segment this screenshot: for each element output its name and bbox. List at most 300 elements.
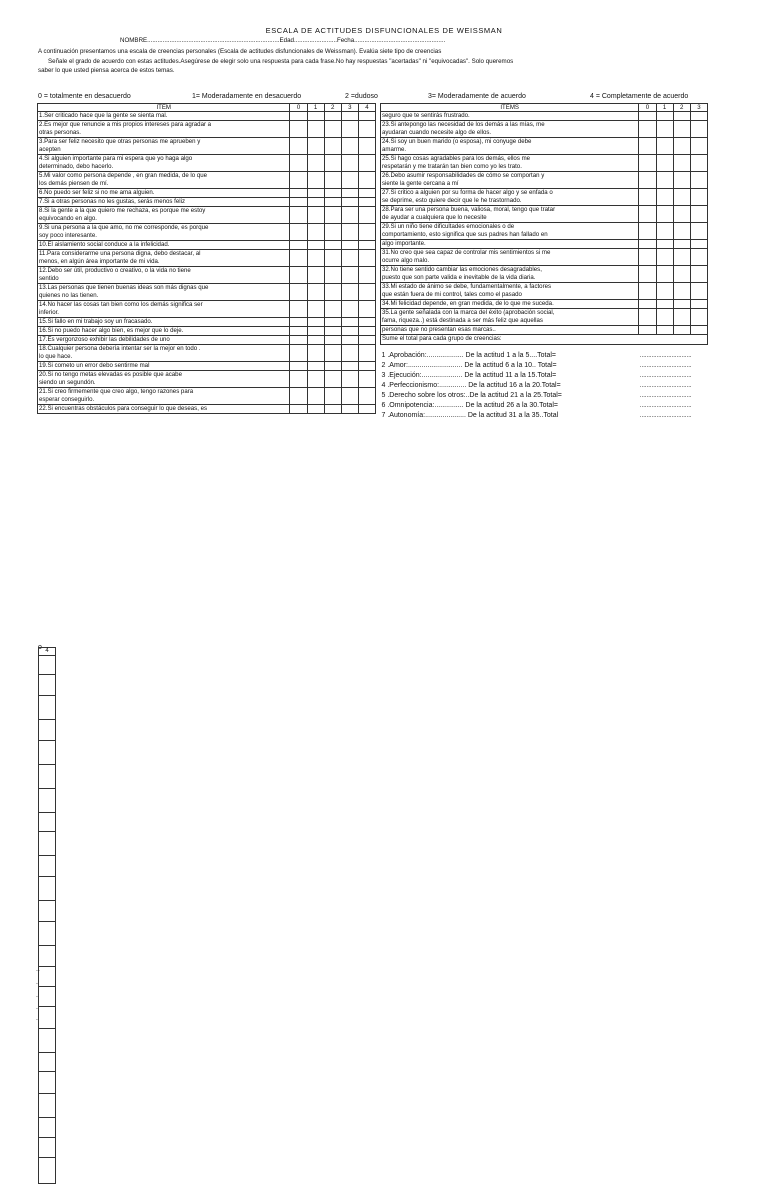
answer-cell[interactable]	[39, 1072, 56, 1094]
answer-cell[interactable]	[639, 326, 656, 335]
answer-cell[interactable]	[673, 172, 690, 189]
item-text	[381, 283, 639, 300]
item-text-line: 5.Mi valor como persona depende , en gran medida, de lo que	[39, 172, 208, 179]
answer-cell[interactable]	[341, 241, 358, 250]
item-row	[38, 207, 376, 224]
item-text-line: 25.Si hago cosas agradables para los demás, ellos me	[382, 155, 531, 162]
item-row	[38, 301, 376, 318]
item-text-line: sentido	[39, 275, 59, 282]
answer-cell[interactable]	[690, 266, 707, 283]
answer-cell[interactable]	[673, 249, 690, 266]
sum-label: 5 .Derecho sobre los otros:..De la actitud 21 a la 25.Total=	[381, 392, 562, 399]
answer-cell[interactable]	[341, 112, 358, 121]
fragment-row	[39, 1094, 56, 1118]
answer-cell[interactable]	[341, 405, 358, 414]
item-text-line: lo que hace.	[39, 353, 73, 360]
answer-cell[interactable]	[358, 189, 375, 198]
answer-cell[interactable]	[639, 138, 656, 155]
answer-cell[interactable]	[324, 224, 341, 241]
answer-cell[interactable]	[639, 266, 656, 283]
answer-cell[interactable]	[341, 121, 358, 138]
answer-cell[interactable]	[690, 223, 707, 240]
fragment-row	[39, 1029, 56, 1053]
document-title: ESCALA DE ACTITUDES DISFUNCIONALES DE WEISSMAN	[265, 26, 503, 35]
item-text-line: ayudaran cuando necesite algo de ellos.	[382, 129, 492, 136]
item-text-line: 27.Si critico a alguien por su forma de hacer algo y se enfada o	[382, 189, 553, 196]
score-header-2: 2	[673, 104, 690, 112]
answer-cell[interactable]	[39, 1053, 56, 1072]
answer-cell[interactable]	[358, 345, 375, 362]
answer-cell[interactable]	[341, 327, 358, 336]
item-text	[38, 345, 290, 362]
answer-cell[interactable]	[39, 922, 56, 946]
answer-cell[interactable]	[324, 207, 341, 224]
answer-cell[interactable]	[290, 284, 307, 301]
answer-cell[interactable]	[673, 138, 690, 155]
answer-cell[interactable]	[341, 207, 358, 224]
sum-row	[381, 401, 708, 411]
answer-cell[interactable]	[656, 155, 673, 172]
answer-cell[interactable]	[358, 301, 375, 318]
item-text	[381, 155, 639, 172]
score-header-3: 3	[341, 104, 358, 112]
answer-cell[interactable]	[639, 309, 656, 326]
answer-cell[interactable]	[358, 388, 375, 405]
answer-cell[interactable]	[307, 301, 324, 318]
answer-cell[interactable]	[341, 318, 358, 327]
answer-cell[interactable]	[673, 189, 690, 206]
answer-cell[interactable]	[358, 121, 375, 138]
answer-cell[interactable]	[639, 112, 656, 121]
answer-cell[interactable]	[690, 138, 707, 155]
answer-cell[interactable]	[656, 138, 673, 155]
item-row	[381, 155, 708, 172]
answer-cell[interactable]	[656, 300, 673, 309]
answer-cell[interactable]	[39, 877, 56, 901]
item-text	[38, 112, 290, 121]
item-text-line: de ayudar a cualquiera que lo necesite	[382, 214, 487, 221]
answer-cell[interactable]	[39, 1118, 56, 1138]
answer-cell[interactable]	[358, 198, 375, 207]
sum-total-blank[interactable]: ...............................	[639, 393, 692, 399]
answer-cell[interactable]	[639, 300, 656, 309]
scale-2: 2 =dudoso	[345, 93, 378, 100]
answer-cell[interactable]	[358, 284, 375, 301]
item-row	[381, 189, 708, 206]
item-text	[38, 362, 290, 371]
answer-cell[interactable]	[324, 241, 341, 250]
answer-cell[interactable]	[307, 121, 324, 138]
answer-cell[interactable]	[639, 283, 656, 300]
item-row	[38, 371, 376, 388]
answer-cell[interactable]	[324, 138, 341, 155]
item-row	[381, 309, 708, 326]
item-text-line: 26.Debo asumir responsabilidades de cómo se comportan y	[382, 172, 545, 179]
answer-cell[interactable]	[341, 250, 358, 267]
answer-cell[interactable]	[307, 155, 324, 172]
answer-cell[interactable]	[656, 189, 673, 206]
item-row	[381, 138, 708, 155]
item-row	[38, 362, 376, 371]
item-text	[38, 336, 290, 345]
item-text	[38, 138, 290, 155]
answer-cell[interactable]	[39, 741, 56, 765]
answer-cell[interactable]	[324, 345, 341, 362]
answer-cell[interactable]	[690, 189, 707, 206]
answer-cell[interactable]	[358, 241, 375, 250]
answer-cell[interactable]	[290, 155, 307, 172]
answer-cell[interactable]	[39, 1158, 56, 1184]
answer-cell[interactable]	[290, 405, 307, 414]
item-text	[38, 267, 290, 284]
fragment-row	[39, 856, 56, 877]
intro-line-3: saber lo que usted piensa acerca de estos temas.	[38, 67, 175, 75]
sum-total-blank[interactable]: ...............................	[639, 353, 692, 359]
answer-cell[interactable]	[324, 155, 341, 172]
item-row	[38, 112, 376, 121]
answer-cell[interactable]	[290, 301, 307, 318]
item-row	[38, 189, 376, 198]
answer-cell[interactable]	[358, 405, 375, 414]
answer-cell[interactable]	[307, 198, 324, 207]
item-text-line: se deprime, esto quiere decir que le he trastornado.	[382, 197, 522, 204]
answer-cell[interactable]	[39, 856, 56, 877]
answer-cell[interactable]	[673, 155, 690, 172]
answer-cell[interactable]	[358, 224, 375, 241]
answer-cell[interactable]	[690, 121, 707, 138]
item-text	[38, 327, 290, 336]
answer-cell[interactable]	[324, 362, 341, 371]
answer-cell[interactable]	[341, 189, 358, 198]
fragment-row	[39, 765, 56, 789]
scale-3: 3= Moderadamente de acuerdo	[428, 93, 526, 100]
answer-cell[interactable]	[39, 901, 56, 922]
answer-cell[interactable]	[324, 327, 341, 336]
answer-cell[interactable]	[690, 112, 707, 121]
item-text	[381, 223, 639, 240]
fragment-row	[39, 656, 56, 675]
answer-cell[interactable]	[324, 189, 341, 198]
answer-cell[interactable]	[341, 345, 358, 362]
fragment-row	[39, 832, 56, 856]
answer-cell[interactable]	[341, 336, 358, 345]
answer-cell[interactable]	[358, 336, 375, 345]
fragment-row	[39, 789, 56, 813]
answer-cell[interactable]	[324, 198, 341, 207]
fragment-row	[39, 1072, 56, 1094]
item-text-line: equivocando en algo.	[39, 215, 97, 222]
sum-row	[381, 411, 708, 421]
answer-cell[interactable]	[324, 284, 341, 301]
answer-cell[interactable]	[307, 250, 324, 267]
answer-cell[interactable]	[341, 172, 358, 189]
fragment-header: 4	[39, 648, 56, 656]
answer-cell[interactable]	[290, 189, 307, 198]
answer-cell[interactable]	[39, 813, 56, 832]
answer-cell[interactable]	[690, 155, 707, 172]
dot-line: .	[36, 1015, 38, 1022]
item-text-line: 14.No hacer las cosas tan bien como los demás significa ser	[39, 301, 203, 308]
answer-cell[interactable]	[358, 138, 375, 155]
answer-cell[interactable]	[690, 172, 707, 189]
answer-cell[interactable]	[656, 121, 673, 138]
answer-cell[interactable]	[307, 336, 324, 345]
answer-cell[interactable]	[290, 327, 307, 336]
answer-cell[interactable]	[290, 224, 307, 241]
answer-cell[interactable]	[324, 371, 341, 388]
item-text-line: algo importante.	[382, 240, 426, 247]
answer-cell[interactable]	[358, 267, 375, 284]
answer-cell[interactable]	[690, 326, 707, 335]
item-row	[38, 405, 376, 414]
answer-cell[interactable]	[341, 301, 358, 318]
answer-cell[interactable]	[324, 112, 341, 121]
answer-cell[interactable]	[290, 207, 307, 224]
item-text	[381, 121, 639, 138]
item-text-line: respetarán y me tratarán tan bien como yo les trato.	[382, 163, 522, 170]
answer-cell[interactable]	[639, 155, 656, 172]
answer-cell[interactable]	[341, 198, 358, 207]
answer-cell[interactable]	[639, 249, 656, 266]
fragment-row	[39, 901, 56, 922]
item-text	[381, 326, 639, 335]
dot-line: .	[36, 992, 38, 999]
answer-cell[interactable]	[290, 336, 307, 345]
item-text-line: 21.Si creo firmemente que creo algo, tengo razones para	[39, 388, 194, 395]
answer-cell[interactable]	[358, 327, 375, 336]
answer-cell[interactable]	[39, 1029, 56, 1053]
sum-total-blank[interactable]: ...............................	[639, 373, 692, 379]
answer-cell[interactable]	[341, 138, 358, 155]
dot-line: .	[36, 979, 38, 986]
answer-cell[interactable]	[673, 223, 690, 240]
intro-text	[38, 47, 728, 76]
answer-cell[interactable]	[324, 336, 341, 345]
sum-total-blank[interactable]: ...............................	[639, 403, 692, 409]
answer-cell[interactable]	[39, 789, 56, 813]
answer-cell[interactable]	[673, 300, 690, 309]
answer-cell[interactable]	[639, 172, 656, 189]
item-row	[381, 121, 708, 138]
item-text-line: soy poco interesante.	[39, 232, 97, 239]
answer-cell[interactable]	[341, 362, 358, 371]
answer-cell[interactable]	[358, 318, 375, 327]
answer-cell[interactable]	[656, 223, 673, 240]
answer-cell[interactable]	[639, 206, 656, 223]
answer-cell[interactable]	[290, 371, 307, 388]
answer-cell[interactable]	[656, 266, 673, 283]
item-text-line: 4.Si alguien importante para mi espera que yo haga algo	[39, 155, 193, 162]
answer-cell[interactable]	[656, 240, 673, 249]
answer-cell[interactable]	[307, 189, 324, 198]
answer-cell[interactable]	[307, 327, 324, 336]
item-header: ITEM	[38, 104, 290, 112]
answer-cell[interactable]	[290, 267, 307, 284]
item-row	[38, 172, 376, 189]
answer-cell[interactable]	[690, 249, 707, 266]
item-text-line: 16.Si no puedo hacer algo bien, es mejor que lo deje.	[39, 327, 184, 334]
item-text-line: otras personas.	[39, 129, 82, 136]
answer-cell[interactable]	[307, 267, 324, 284]
sum-total-blank[interactable]: ...............................	[639, 383, 692, 389]
answer-cell[interactable]	[673, 240, 690, 249]
item-text	[381, 112, 639, 121]
sum-row	[381, 361, 708, 371]
answer-cell[interactable]	[673, 283, 690, 300]
answer-cell[interactable]	[324, 318, 341, 327]
intro-line-2: Señale el grado de acuerdo con estas actitudes.Asegúrese de elegir solo una respuesta para cada frase.No hay respuestas "acertadas" ni "equivocadas". Solo queremos	[48, 57, 514, 65]
sum-row	[381, 345, 708, 362]
answer-cell[interactable]	[290, 250, 307, 267]
answer-cell[interactable]	[307, 362, 324, 371]
item-text-line: 12.Debo ser útil, productivo o creativo, o la vida no tiene	[39, 267, 191, 274]
answer-cell[interactable]	[307, 224, 324, 241]
answer-cell[interactable]	[673, 112, 690, 121]
answer-cell[interactable]	[290, 241, 307, 250]
answer-cell[interactable]	[290, 345, 307, 362]
item-row	[381, 266, 708, 283]
answer-cell[interactable]	[341, 224, 358, 241]
answer-cell[interactable]	[341, 284, 358, 301]
answer-cell[interactable]	[307, 284, 324, 301]
answer-cell[interactable]	[39, 675, 56, 696]
fragment-row	[39, 720, 56, 741]
answer-cell[interactable]	[656, 249, 673, 266]
item-text-line: 17.Es vergonzoso exhibir las debilidades de uno	[39, 336, 170, 343]
answer-cell[interactable]	[673, 309, 690, 326]
item-text	[38, 198, 290, 207]
answer-cell[interactable]	[307, 371, 324, 388]
answer-cell[interactable]	[39, 696, 56, 720]
answer-cell[interactable]	[656, 309, 673, 326]
answer-cell[interactable]	[673, 326, 690, 335]
answer-cell[interactable]	[639, 189, 656, 206]
item-text-line: 2.Es mejor que renuncie a mis propios intereses para agradar a	[39, 121, 212, 128]
answer-cell[interactable]	[673, 206, 690, 223]
answer-cell[interactable]	[324, 405, 341, 414]
answer-cell[interactable]	[673, 121, 690, 138]
item-text	[381, 266, 639, 283]
answer-cell[interactable]	[307, 138, 324, 155]
item-text-line: 6.No puedo ser feliz si no me ama alguien.	[39, 189, 155, 196]
answer-cell[interactable]	[39, 1007, 56, 1029]
answer-cell[interactable]	[290, 172, 307, 189]
answer-cell[interactable]	[358, 207, 375, 224]
item-text	[381, 189, 639, 206]
fragment-row	[39, 922, 56, 946]
answer-cell[interactable]	[690, 309, 707, 326]
answer-cell[interactable]	[39, 656, 56, 675]
answer-cell[interactable]	[290, 121, 307, 138]
answer-cell[interactable]	[307, 112, 324, 121]
answer-cell[interactable]	[690, 283, 707, 300]
answer-cell[interactable]	[39, 720, 56, 741]
answer-cell[interactable]	[639, 121, 656, 138]
score-header-3: 3	[690, 104, 707, 112]
answer-cell[interactable]	[307, 207, 324, 224]
answer-cell[interactable]	[690, 300, 707, 309]
item-text-line: amarme.	[382, 146, 407, 153]
answer-cell[interactable]	[307, 345, 324, 362]
answer-cell[interactable]	[358, 250, 375, 267]
answer-cell[interactable]	[290, 362, 307, 371]
answer-cell[interactable]	[341, 267, 358, 284]
answer-cell[interactable]	[307, 172, 324, 189]
answer-cell[interactable]	[656, 283, 673, 300]
item-text	[38, 155, 290, 172]
answer-cell[interactable]	[324, 250, 341, 267]
item-text	[38, 405, 290, 414]
answer-cell[interactable]	[324, 388, 341, 405]
fragment-o-label: o	[38, 644, 42, 651]
item-row	[38, 198, 376, 207]
item-text-line: 9.Si una persona a la que amo, no me corresponde, es porque	[39, 224, 209, 231]
item-text-line: quienes no las tienen.	[39, 292, 99, 299]
answer-cell[interactable]	[324, 121, 341, 138]
answer-cell[interactable]	[656, 326, 673, 335]
answer-cell[interactable]	[358, 172, 375, 189]
answer-cell[interactable]	[656, 112, 673, 121]
fragment-row	[39, 675, 56, 696]
answer-cell[interactable]	[39, 967, 56, 987]
answer-cell[interactable]	[290, 138, 307, 155]
answer-cell[interactable]	[358, 362, 375, 371]
answer-cell[interactable]	[39, 832, 56, 856]
answer-cell[interactable]	[39, 987, 56, 1007]
answer-cell[interactable]	[39, 946, 56, 967]
fragment-row	[39, 877, 56, 901]
item-text	[38, 121, 290, 138]
answer-cell[interactable]	[39, 1094, 56, 1118]
answer-cell[interactable]	[290, 198, 307, 207]
answer-cell[interactable]	[358, 371, 375, 388]
answer-cell[interactable]	[290, 388, 307, 405]
answer-cell[interactable]	[290, 112, 307, 121]
answer-cell[interactable]	[358, 112, 375, 121]
answer-cell[interactable]	[673, 266, 690, 283]
answer-cell[interactable]	[690, 240, 707, 249]
sum-total-blank[interactable]: ...............................	[639, 413, 692, 419]
answer-cell[interactable]	[639, 223, 656, 240]
answer-cell[interactable]	[341, 371, 358, 388]
answer-cell[interactable]	[341, 155, 358, 172]
item-row	[381, 300, 708, 309]
answer-cell[interactable]	[656, 206, 673, 223]
item-text	[38, 250, 290, 267]
sum-total-blank[interactable]: ...............................	[639, 363, 692, 369]
fragment-row	[39, 813, 56, 832]
answer-cell[interactable]	[307, 241, 324, 250]
answer-cell[interactable]	[307, 388, 324, 405]
item-text	[381, 206, 639, 223]
answer-cell[interactable]	[358, 155, 375, 172]
answer-cell[interactable]	[639, 240, 656, 249]
answer-cell[interactable]	[690, 206, 707, 223]
answer-cell[interactable]	[324, 267, 341, 284]
answer-cell[interactable]	[39, 765, 56, 789]
item-row	[381, 172, 708, 189]
answer-cell[interactable]	[290, 318, 307, 327]
answer-cell[interactable]	[324, 301, 341, 318]
item-text-line: los demás piensen de mí.	[39, 180, 109, 187]
answer-cell[interactable]	[307, 405, 324, 414]
item-text	[38, 172, 290, 189]
answer-cell[interactable]	[39, 1138, 56, 1158]
answer-cell[interactable]	[341, 388, 358, 405]
answer-cell[interactable]	[307, 318, 324, 327]
answer-cell[interactable]	[324, 172, 341, 189]
answer-cell[interactable]	[656, 172, 673, 189]
